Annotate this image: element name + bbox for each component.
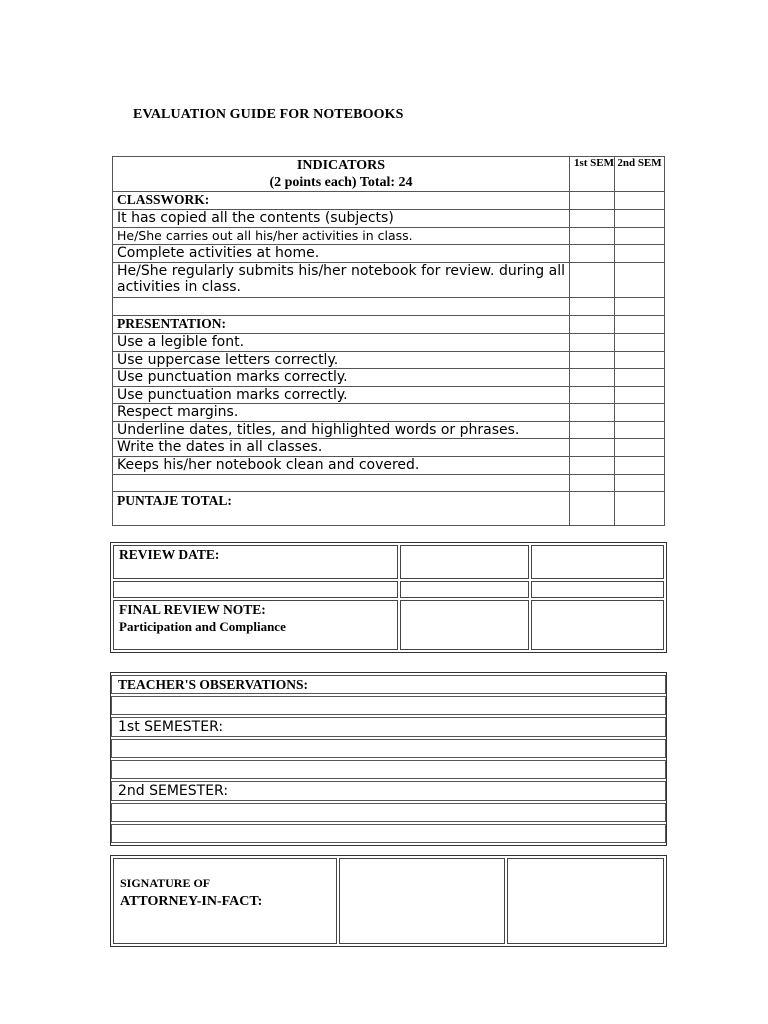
- obs-sem1-row: [111, 717, 666, 737]
- score-cell[interactable]: [570, 263, 615, 298]
- col-2nd-sem: 2nd SEM: [615, 157, 665, 192]
- observations-heading: TEACHER'S OBSERVATIONS:: [111, 675, 666, 694]
- score-cell[interactable]: [615, 439, 665, 457]
- signature-cell-2[interactable]: [507, 858, 664, 944]
- score-cell[interactable]: [570, 334, 615, 352]
- final-note-row: [113, 600, 664, 650]
- score-cell[interactable]: [570, 457, 615, 475]
- indicator-label: He/She carries out all his/her activities in class.: [113, 228, 570, 245]
- blank-cell: [113, 581, 398, 598]
- score-cell[interactable]: [570, 316, 615, 334]
- indicator-row: [113, 404, 665, 422]
- signature-row: [113, 858, 664, 944]
- indicator-label: It has copied all the contents (subjects): [113, 210, 570, 228]
- indicator-label: Respect margins.: [113, 404, 570, 422]
- indicator-row: [113, 387, 665, 404]
- indicator-row: [113, 422, 665, 439]
- final-note-cell-2[interactable]: [531, 600, 664, 650]
- score-cell[interactable]: [615, 245, 665, 263]
- final-note-label-cell: [113, 600, 398, 650]
- score-cell[interactable]: [570, 245, 615, 263]
- obs-line-cell[interactable]: [111, 696, 666, 715]
- blank-row: [113, 475, 665, 492]
- signature-label-line1: SIGNATURE OF: [120, 876, 211, 890]
- final-note-sub: Participation and Compliance: [119, 619, 286, 634]
- review-date-label: REVIEW DATE:: [113, 545, 398, 579]
- indicator-row: [113, 263, 665, 298]
- score-cell[interactable]: [570, 369, 615, 387]
- indicator-label: He/She regularly submits his/her notebook for review. during all activities in class.: [113, 263, 570, 298]
- review-table: [110, 542, 667, 653]
- obs-line: [111, 696, 666, 715]
- obs-line: [111, 803, 666, 822]
- indicator-label: Keeps his/her notebook clean and covered.: [113, 457, 570, 475]
- score-cell[interactable]: [615, 210, 665, 228]
- indicator-row: [113, 439, 665, 457]
- indicator-row: [113, 210, 665, 228]
- score-cell[interactable]: [615, 404, 665, 422]
- indicator-row: [113, 352, 665, 369]
- signature-cell-1[interactable]: [339, 858, 505, 944]
- blank-cell: [113, 475, 570, 492]
- final-note-label: FINAL REVIEW NOTE:: [119, 602, 266, 617]
- score-cell[interactable]: [570, 192, 615, 210]
- score-cell[interactable]: [570, 475, 615, 492]
- total-row: [113, 492, 665, 526]
- review-date-cell-2[interactable]: [531, 545, 664, 579]
- indicator-label: Complete activities at home.: [113, 245, 570, 263]
- obs-sem2-row: [111, 781, 666, 801]
- score-cell[interactable]: [570, 298, 615, 316]
- obs-heading-row: [111, 675, 666, 694]
- review-date-row: [113, 545, 664, 579]
- score-cell[interactable]: [570, 422, 615, 439]
- obs-line: [111, 760, 666, 779]
- review-blank-row: [113, 581, 664, 598]
- classwork-heading: CLASSWORK:: [113, 192, 570, 210]
- obs-line-cell[interactable]: [111, 803, 666, 822]
- score-cell[interactable]: [570, 387, 615, 404]
- obs-line-cell[interactable]: [111, 760, 666, 779]
- indicator-row: [113, 457, 665, 475]
- indicator-label: Use a legible font.: [113, 334, 570, 352]
- obs-line: [111, 824, 666, 843]
- indicator-row: [113, 334, 665, 352]
- signature-table: [110, 855, 667, 947]
- signature-label-cell: [113, 858, 337, 944]
- score-cell[interactable]: [615, 228, 665, 245]
- header-row: [113, 157, 665, 192]
- col-1st-sem: 1st SEM: [570, 157, 615, 192]
- blank-cell: [113, 298, 570, 316]
- final-note-cell-1[interactable]: [400, 600, 529, 650]
- score-cell[interactable]: [615, 352, 665, 369]
- score-cell[interactable]: [570, 352, 615, 369]
- indicators-header: [113, 157, 570, 192]
- document-title: EVALUATION GUIDE FOR NOTEBOOKS: [133, 107, 404, 122]
- score-cell[interactable]: [570, 210, 615, 228]
- score-cell[interactable]: [570, 439, 615, 457]
- indicator-row: [113, 369, 665, 387]
- score-cell[interactable]: [570, 228, 615, 245]
- score-cell[interactable]: [615, 457, 665, 475]
- indicators-title: INDICATORS: [296, 158, 386, 173]
- total-cell-1st[interactable]: [570, 492, 615, 526]
- sem1-label: 1st SEMESTER:: [111, 717, 666, 737]
- indicator-label: Underline dates, titles, and highlighted words or phrases.: [113, 422, 570, 439]
- indicator-label: Use punctuation marks correctly.: [113, 369, 570, 387]
- indicator-row: [113, 245, 665, 263]
- score-cell[interactable]: [615, 298, 665, 316]
- indicators-table: [112, 156, 665, 526]
- indicator-label: Use uppercase letters correctly.: [113, 352, 570, 369]
- indicator-label: Use punctuation marks correctly.: [113, 387, 570, 404]
- obs-line: [111, 739, 666, 758]
- score-cell[interactable]: [615, 334, 665, 352]
- score-cell[interactable]: [615, 369, 665, 387]
- review-cell[interactable]: [531, 581, 664, 598]
- score-cell[interactable]: [615, 192, 665, 210]
- score-cell[interactable]: [615, 475, 665, 492]
- score-cell[interactable]: [615, 422, 665, 439]
- presentation-heading-row: [113, 316, 665, 334]
- score-cell[interactable]: [615, 263, 665, 298]
- score-cell[interactable]: [615, 387, 665, 404]
- observations-table: [110, 672, 667, 846]
- presentation-heading: PRESENTATION:: [113, 316, 570, 334]
- indicator-label: Write the dates in all classes.: [113, 439, 570, 457]
- blank-row: [113, 298, 665, 316]
- classwork-heading-row: [113, 192, 665, 210]
- obs-line-cell[interactable]: [111, 739, 666, 758]
- indicators-subtitle: (2 points each) Total: 24: [269, 175, 413, 190]
- sem2-label: 2nd SEMESTER:: [111, 781, 666, 801]
- obs-line-cell[interactable]: [111, 824, 666, 843]
- score-cell[interactable]: [570, 404, 615, 422]
- review-date-cell-1[interactable]: [400, 545, 529, 579]
- review-cell[interactable]: [400, 581, 529, 598]
- score-cell[interactable]: [615, 316, 665, 334]
- total-label: PUNTAJE TOTAL:: [113, 492, 570, 526]
- total-cell-2nd[interactable]: [615, 492, 665, 526]
- indicator-row: [113, 228, 665, 245]
- signature-label-line2: ATTORNEY-IN-FACT:: [120, 894, 263, 909]
